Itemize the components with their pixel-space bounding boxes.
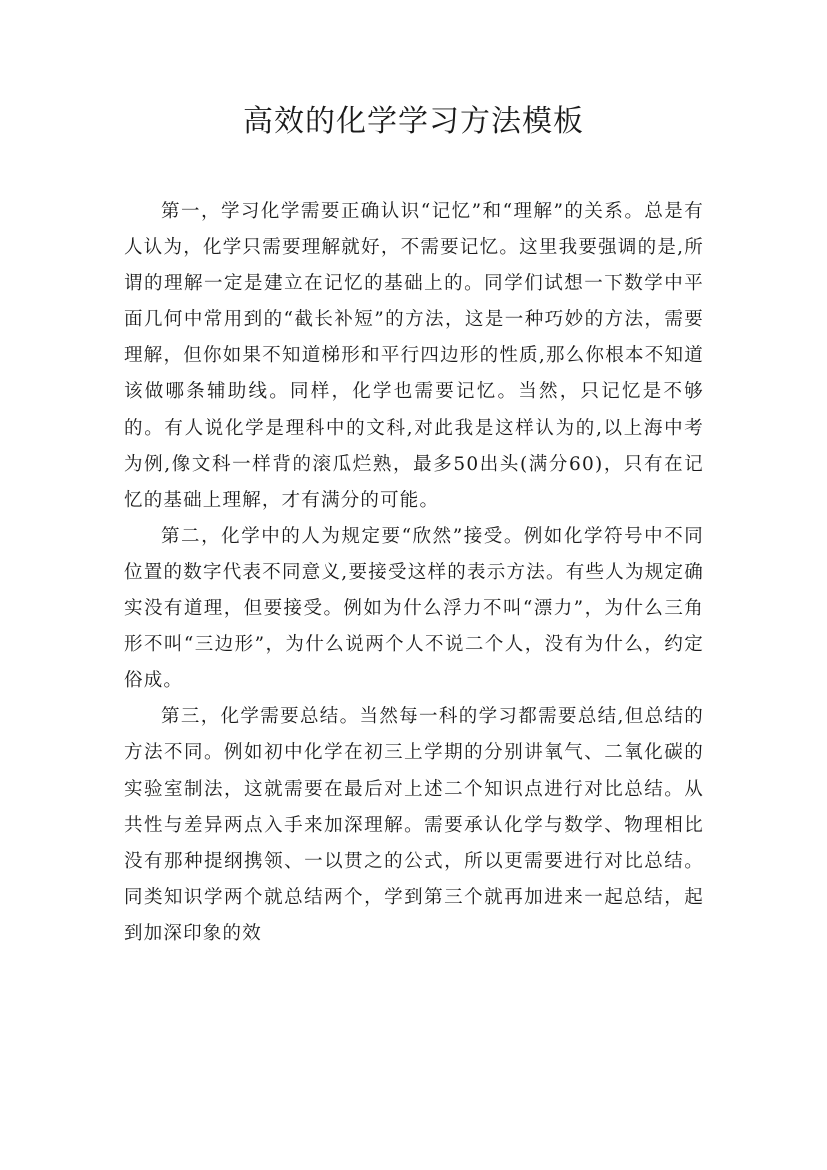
document-body: [124, 194, 704, 952]
paragraph-2: 第二，化学中的人为规定要“欣然”接受。例如化学符号中不同位置的数字代表不同意义,要接受这样的表示方法。有些人为规定确实没有道理，但要接受。例如为什么浮力不叫“漂力”，为什么三角形不叫“三边形”，为什么说两个人不说二个人，没有为什么，约定俗成。: [124, 525, 704, 692]
document-title: 高效的化学学习方法模板: [243, 104, 584, 139]
paragraph-1: 第一，学习化学需要正确认识“记忆”和“理解”的关系。总是有人认为，化学只需要理解就好，不需要记忆。这里我要强调的是,所谓的理解一定是建立在记忆的基础上的。同学们试想一下数学中平面几何中常用到的“截长补短”的方法，这是一种巧妙的方法，需要理解，但你如果不知道梯形和平行四边形的性质,那么你根本不知道该做哪条辅助线。同样，化学也需要记忆。当然，只记忆是不够的。有人说化学是理科中的文科,对此我是这样认为的,以上海中考为例,像文科一样背的滚瓜烂熟，最多50出头(满分60)，只有在记忆的基础上理解，才有满分的可能。: [124, 201, 704, 511]
paragraph-3: 第三，化学需要总结。当然每一科的学习都需要总结,但总结的方法不同。例如初中化学在初三上学期的分别讲氧气、二氧化碳的实验室制法，这就需要在最后对上述二个知识点进行对比总结。从共性与差异两点入手来加深理解。需要承认化学与数学、物理相比没有那种提纲携领、一以贯之的公式，所以更需要进行对比总结。同类知识学两个就总结两个，学到第三个就再加进来一起总结，起到加深印象的效: [124, 706, 704, 944]
